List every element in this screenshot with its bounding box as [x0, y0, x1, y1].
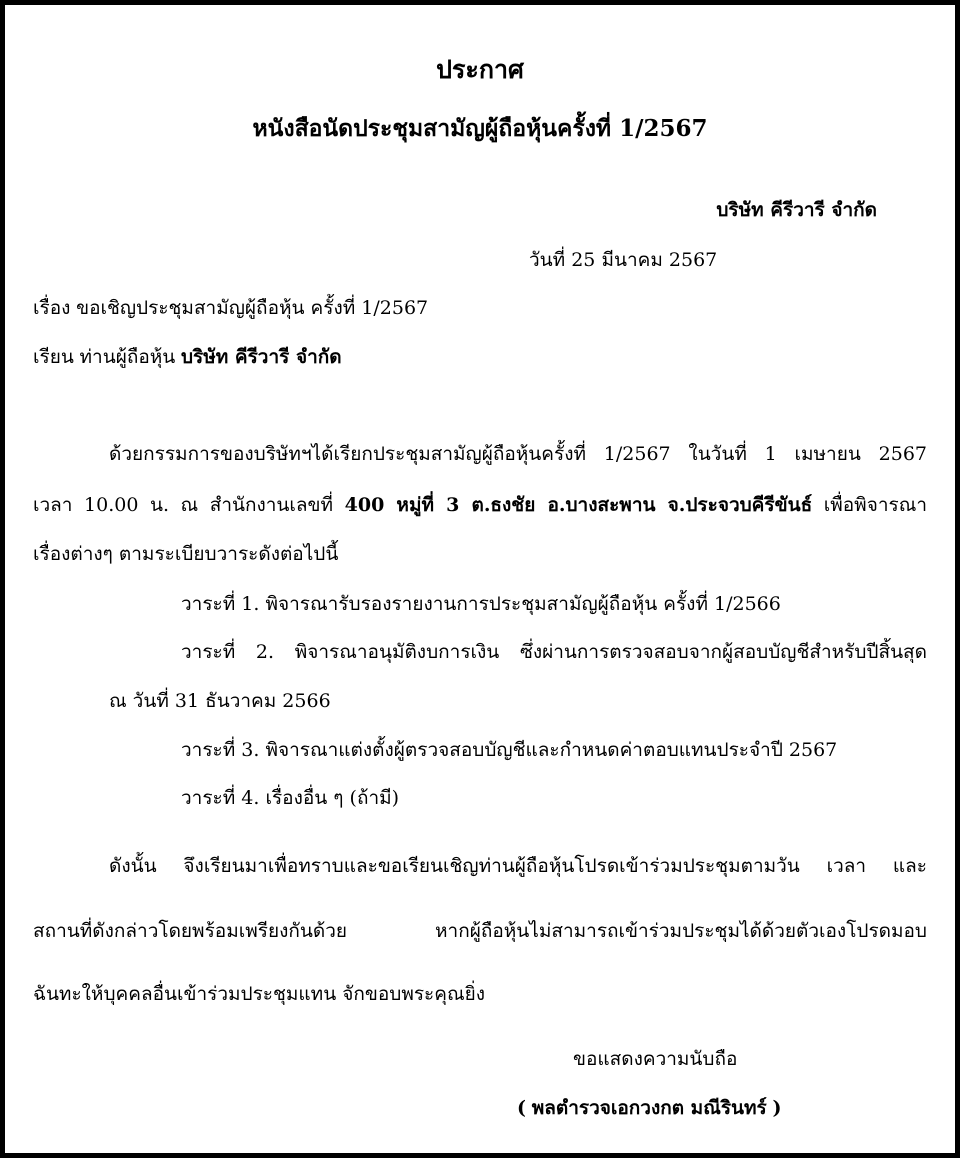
subject-line [33, 299, 428, 318]
recipient-line [33, 348, 342, 367]
meeting-purpose: เพื่อพิจารณา [823, 494, 928, 516]
meeting-address: 400 หมู่ที่ 3 ต.ธงชัย อ.บางสะพาน จ.ประจวบคีรีขันธ์ [344, 494, 813, 516]
recipient-company: บริษัท คีรีวารี จำกัด [180, 346, 342, 368]
document-date: วันที่ 25 มีนาคม 2567 [529, 249, 718, 271]
signature-open: ( [517, 1097, 526, 1119]
closing-line-2: สถานที่ดังกล่าวโดยพร้อมเพรียงกันด้วย หากผู้ถือหุ้นไม่สามารถเข้าร่วมประชุมได้ด้วยตัวเองโปรดมอบ [33, 920, 927, 942]
agenda-item-2-continued: ณ วันที่ 31 ธันวาคม 2566 [109, 690, 331, 712]
closing-line-3: ฉันทะให้บุคคลอื่นเข้าร่วมประชุมแทน จักขอบพระคุณยิ่ง [33, 983, 486, 1005]
document-heading: ประกาศ [436, 55, 524, 84]
regards-text: ขอแสดงความนับถือ [573, 1048, 738, 1070]
recipient-text: ท่านผู้ถือหุ้น [79, 346, 176, 368]
closing-line-1: ดังนั้น จึงเรียนมาเพื่อทราบและขอเรียนเชิญท่านผู้ถือหุ้นโปรดเข้าร่วมประชุมตามวัน เวลา และ [109, 855, 927, 877]
meeting-time: เวลา 10.00 น. ณ สำนักงานเลขที่ [33, 494, 334, 516]
recipient-label: เรียน [33, 346, 74, 368]
signature-line [517, 1099, 781, 1118]
subject-text: ขอเชิญประชุมสามัญผู้ถือหุ้น ครั้งที่ 1/2567 [76, 297, 429, 319]
intro-line-3: เรื่องต่างๆ ตามระเบียบวาระดังต่อไปนี้ [33, 543, 339, 565]
intro-line-1: ด้วยกรรมการของบริษัทฯได้เรียกประชุมสามัญผู้ถือหุ้นครั้งที่ 1/2567 ในวันที่ 1 เมษายน 2567 [109, 443, 927, 465]
agenda-item-3: วาระที่ 3. พิจารณาแต่งตั้งผู้ตรวจสอบบัญชีและกำหนดค่าตอบแทนประจำปี 2567 [181, 739, 838, 761]
document-subheading: หนังสือนัดประชุมสามัญผู้ถือหุ้นครั้งที่ 1/2567 [252, 115, 708, 142]
subject-label: เรื่อง [33, 297, 71, 319]
agenda-item-4: วาระที่ 4. เรื่องอื่น ๆ (ถ้ามี) [181, 787, 400, 809]
agenda-item-1: วาระที่ 1. พิจารณารับรองรายงานการประชุมสามัญผู้ถือหุ้น ครั้งที่ 1/2566 [181, 593, 781, 615]
company-name: บริษัท คีรีวารี จำกัด [716, 199, 877, 221]
agenda-item-2: วาระที่ 2. พิจารณาอนุมัติงบการเงิน ซึ่งผ่านการตรวจสอบจากผู้สอบบัญชีสำหรับปีสิ้นสุด [181, 641, 927, 663]
signature-close: ) [772, 1097, 782, 1119]
intro-line-2 [33, 496, 927, 515]
signature-name: พลตำรวจเอกวงกต มณีรินทร์ [531, 1097, 767, 1119]
